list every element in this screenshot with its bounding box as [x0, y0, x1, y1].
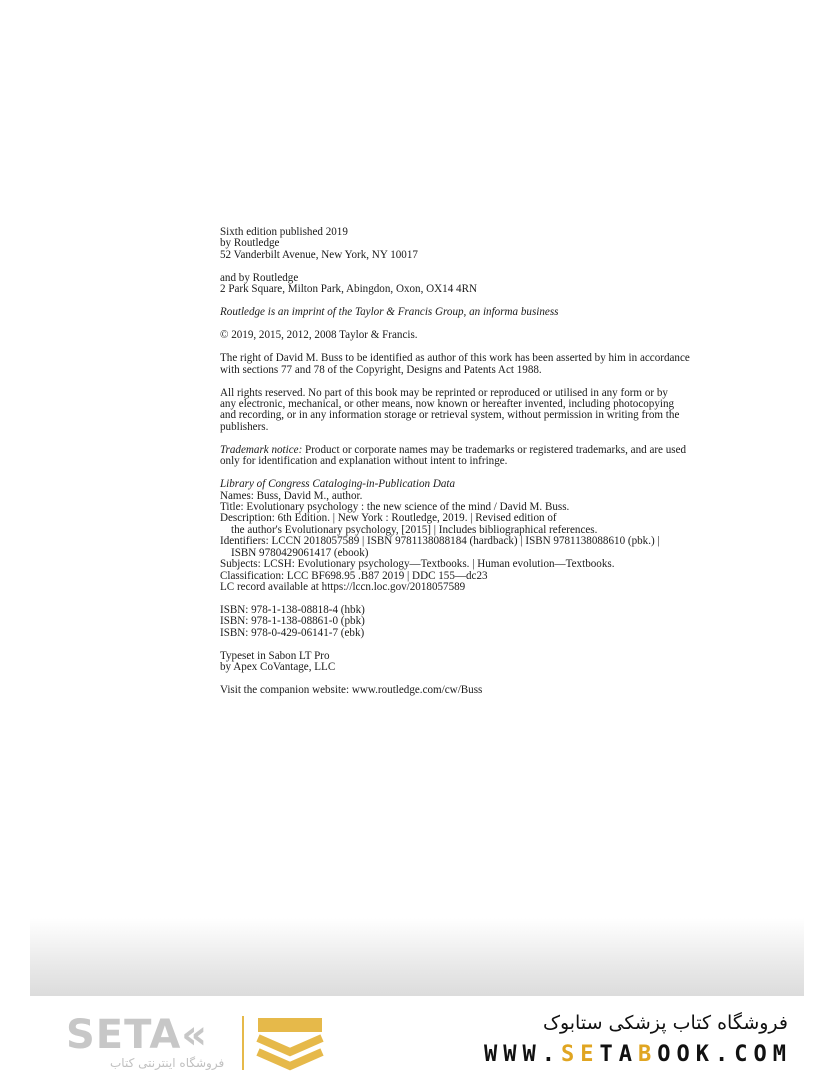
isbn-hbk: ISBN: 978-1-138-08818-4 (hbk) [220, 603, 365, 616]
loc-heading: Library of Congress Cataloging-in-Publication Data [220, 478, 456, 491]
url-part-2: SE [561, 1042, 600, 1067]
isbn-ebk: ISBN: 978-0-429-06141-7 (ebk) [220, 626, 365, 639]
imprint-note: Routledge is an imprint of the Taylor & Francis Group, an informa business [220, 306, 559, 319]
loc-title: Title: Evolutionary psychology : the new science of the mind / David M. Buss. [220, 501, 570, 514]
loc-identifiers-1: Identifiers: LCCN 2018057589 | ISBN 9781138088184 (hardback) | ISBN 9781138088610 (pbk.) | [220, 535, 660, 548]
store-banner [0, 996, 834, 1080]
copyright-text-block [220, 227, 730, 697]
loc-description-1: Description: 6th Edition. | New York : Routledge, 2019. | Revised edition of [220, 512, 557, 525]
rights-line-1: All rights reserved. No part of this book may be reprinted or reproduced or utilised in any form or by [220, 386, 668, 399]
rights-line-4: publishers. [220, 420, 269, 433]
url-part-3: TA [599, 1042, 639, 1067]
loc-classification: Classification: LCC BF698.95 .B87 2019 | DDC 155—dc23 [220, 569, 488, 582]
page-bottom-shadow [30, 918, 804, 996]
loc-names: Names: Buss, David M., author. [220, 489, 363, 502]
logo-tagline: فروشگاه اینترنتی کتاب [110, 1056, 225, 1070]
store-logo [66, 1010, 336, 1078]
loc-record: LC record available at https://lccn.loc.gov/2018057589 [220, 580, 466, 593]
url-part-4: B [638, 1042, 658, 1067]
logo-wordmark: SETA« [66, 1012, 209, 1058]
publisher-address-uk: 2 Park Square, Milton Park, Abingdon, Oxon, OX14 4RN [220, 283, 477, 296]
logo-divider [242, 1016, 244, 1070]
url-part-5: OOK.COM [657, 1042, 792, 1067]
isbn-pbk: ISBN: 978-1-138-08861-0 (pbk) [220, 615, 365, 628]
trademark-text-2: only for identification and explanation without intent to infringe. [220, 455, 508, 468]
typeset-line-2: by Apex CoVantage, LLC [220, 661, 336, 674]
publisher-line: by Routledge [220, 237, 280, 250]
store-url[interactable] [484, 1042, 792, 1067]
loc-identifiers-2: ISBN 9780429061417 (ebook) [231, 546, 369, 559]
loc-description-2: the author's Evolutionary psychology, [2015] | Includes bibliographical references. [231, 523, 598, 536]
typeset-line-1: Typeset in Sabon LT Pro [220, 649, 330, 662]
publisher-line-2: and by Routledge [220, 271, 299, 284]
trademark-label: Trademark notice: [220, 443, 303, 456]
publisher-address-us: 52 Vanderbilt Avenue, New York, NY 10017 [220, 248, 418, 261]
rights-line-2: any electronic, mechanical, or other means, now known or hereafter invented, including photocopying [220, 398, 675, 411]
companion-website: Visit the companion website: www.routledge.com/cw/Buss [220, 684, 483, 697]
copyright-notice: © 2019, 2015, 2012, 2008 Taylor & Francis. [220, 329, 418, 342]
moral-right-line-1: The right of David M. Buss to be identified as author of this work has been asserted by him in accordance [220, 352, 690, 365]
book-chevron-icon [254, 1016, 326, 1072]
rights-line-3: and recording, or in any information storage or retrieval system, without permission in writing from the [220, 409, 680, 422]
store-name: فروشگاه کتاب پزشکی ستابوک [542, 1012, 788, 1034]
edition-line: Sixth edition published 2019 [220, 226, 348, 238]
loc-subjects: Subjects: LCSH: Evolutionary psychology—Textbooks. | Human evolution—Textbooks. [220, 558, 615, 571]
url-part-1: WWW. [484, 1042, 562, 1067]
moral-right-line-2: with sections 77 and 78 of the Copyright, Designs and Patents Act 1988. [220, 363, 542, 376]
trademark-text-1: Product or corporate names may be trademarks or registered trademarks, and are used [302, 443, 687, 456]
